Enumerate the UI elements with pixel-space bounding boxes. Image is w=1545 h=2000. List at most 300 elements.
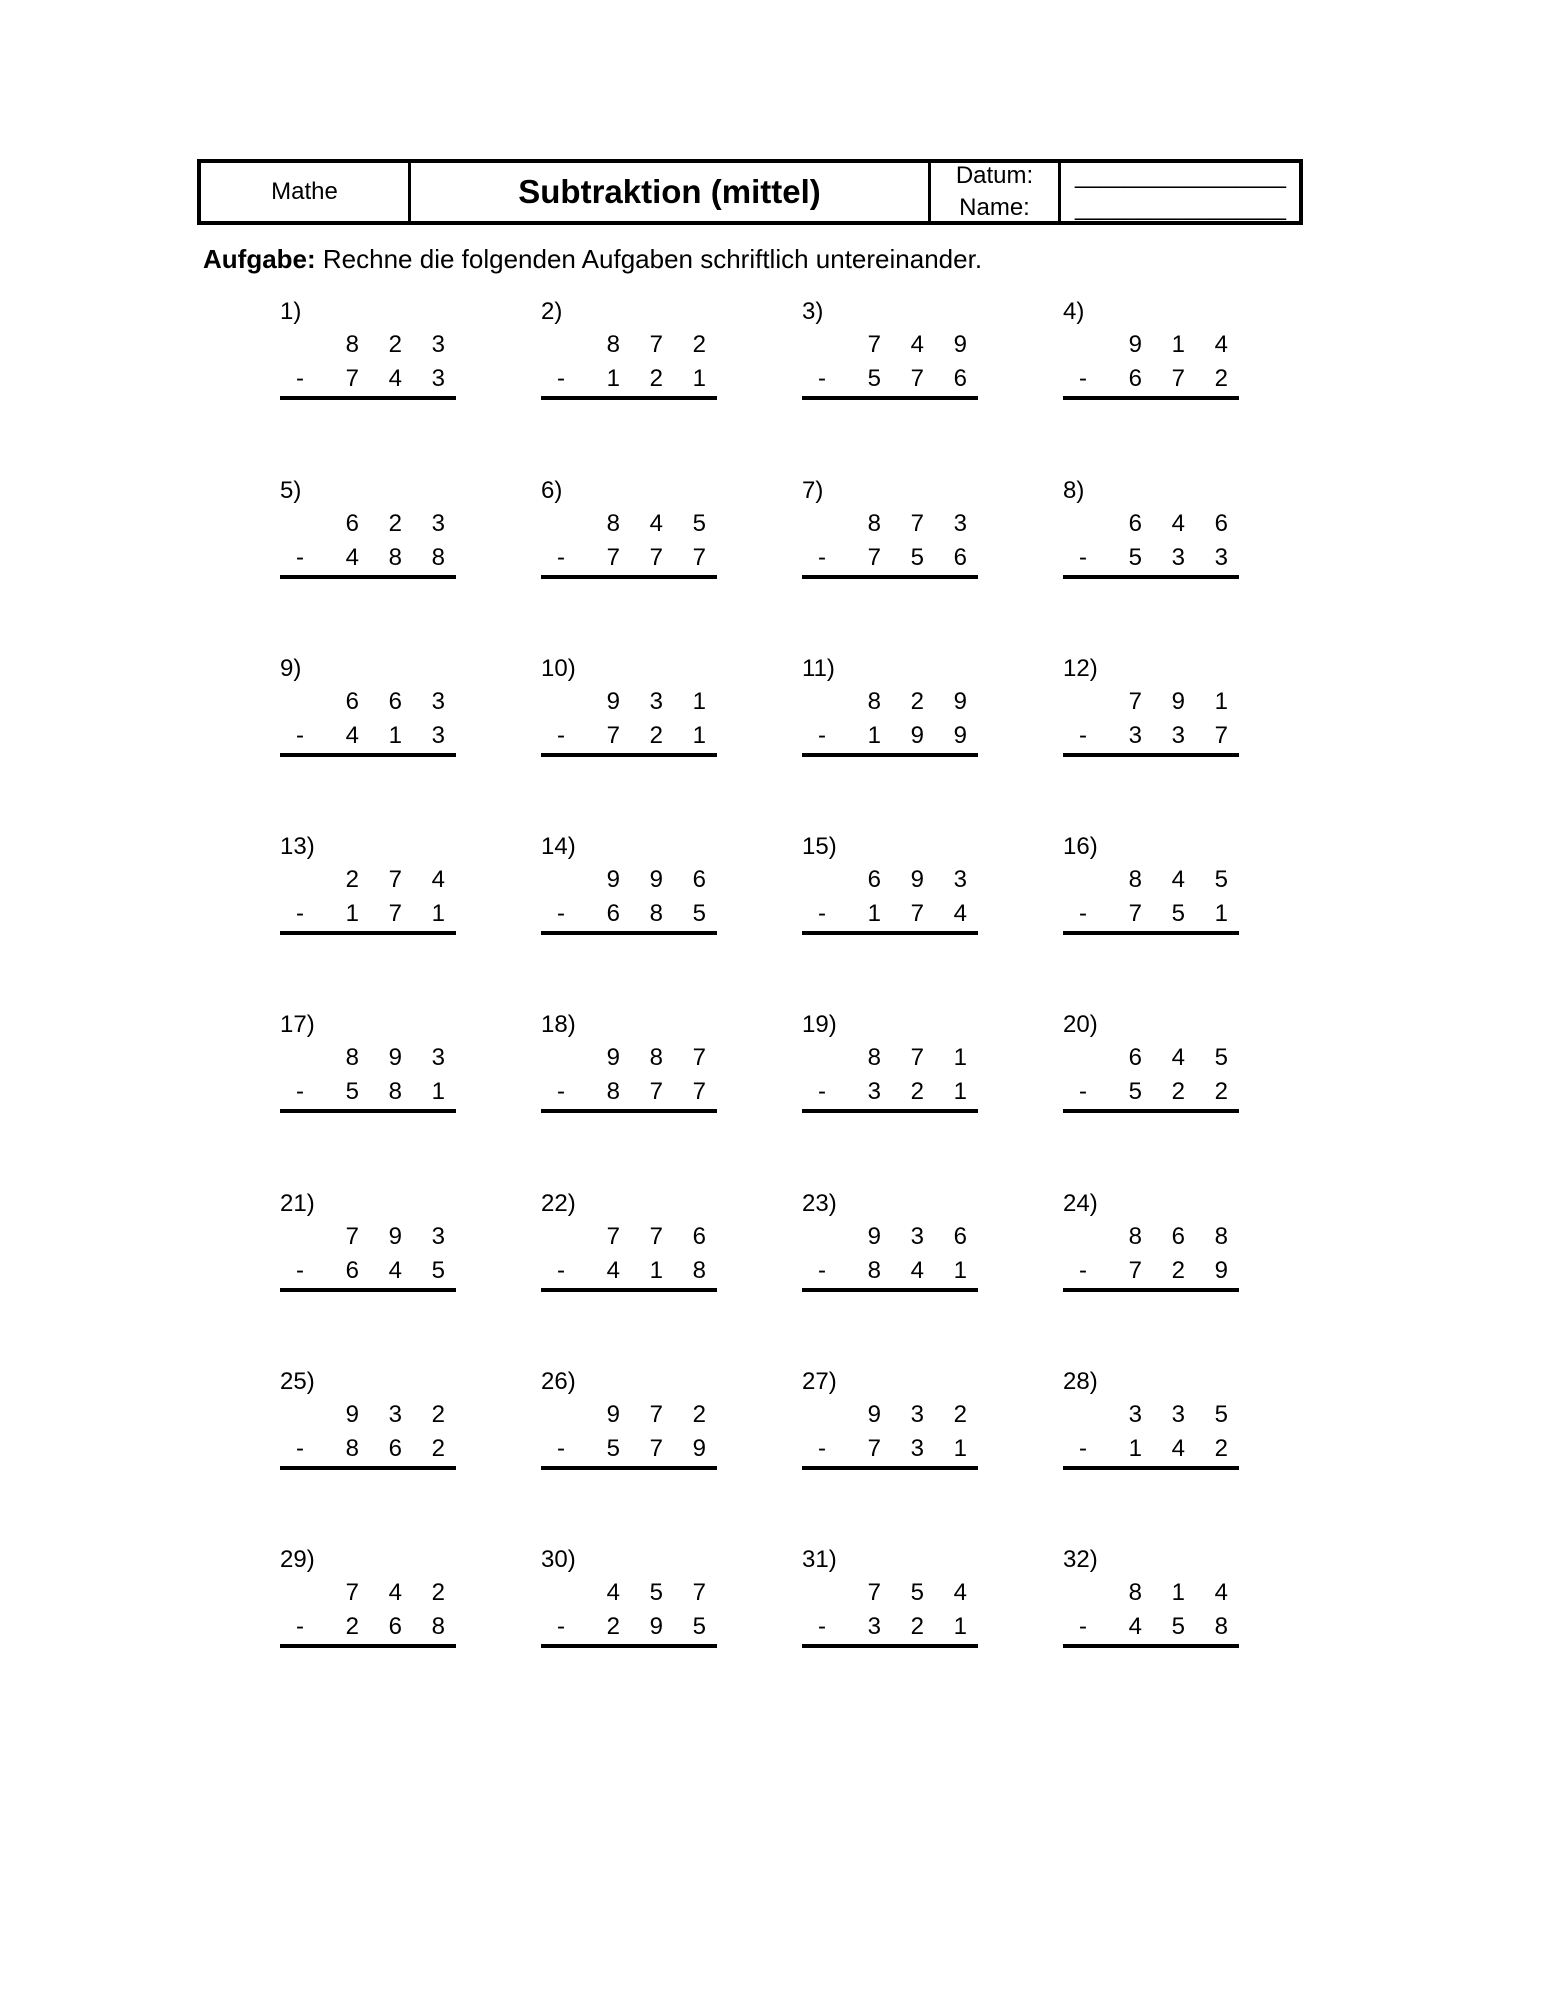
digit: 3 <box>431 688 445 715</box>
answer-line <box>802 1466 978 1470</box>
minus-sign: - <box>1079 1078 1087 1105</box>
problem-number: 12) <box>1063 655 1098 682</box>
minuend <box>316 331 445 359</box>
minus-sign: - <box>296 1613 304 1640</box>
subtrahend <box>838 544 967 572</box>
digit: 4 <box>1171 510 1185 537</box>
digit: 5 <box>1214 1401 1228 1428</box>
problem-26 <box>541 1368 717 1468</box>
digit: 1 <box>606 365 620 392</box>
minus-sign: - <box>1079 1435 1087 1462</box>
answer-line <box>280 1109 456 1113</box>
subject-cell: Mathe <box>201 163 411 221</box>
digit: 1 <box>431 900 445 927</box>
subtrahend <box>838 365 967 393</box>
digit: 6 <box>953 365 967 392</box>
subtrahend <box>838 1613 967 1641</box>
minus-sign: - <box>557 544 565 571</box>
digit: 2 <box>649 722 663 749</box>
problem-21 <box>280 1190 456 1290</box>
minus-sign: - <box>818 900 826 927</box>
digit: 3 <box>910 1223 924 1250</box>
digit: 5 <box>692 510 706 537</box>
digit: 5 <box>1128 544 1142 571</box>
digit: 1 <box>953 1613 967 1640</box>
digit: 7 <box>910 510 924 537</box>
digit: 6 <box>867 866 881 893</box>
problem-number: 31) <box>802 1546 837 1573</box>
digit: 9 <box>1128 331 1142 358</box>
digit: 5 <box>692 900 706 927</box>
subtrahend <box>1099 365 1228 393</box>
digit: 1 <box>431 1078 445 1105</box>
digit: 7 <box>1128 900 1142 927</box>
minuend <box>577 331 706 359</box>
problem-number: 23) <box>802 1190 837 1217</box>
answer-line <box>802 575 978 579</box>
digit: 6 <box>1171 1223 1185 1250</box>
minus-sign: - <box>557 1078 565 1105</box>
problem-27 <box>802 1368 978 1468</box>
digit: 8 <box>867 688 881 715</box>
answer-line <box>1063 396 1239 400</box>
digit: 1 <box>692 688 706 715</box>
digit: 3 <box>1171 544 1185 571</box>
digit: 4 <box>1171 1435 1185 1462</box>
minus-sign: - <box>1079 365 1087 392</box>
problem-number: 20) <box>1063 1011 1098 1038</box>
subtrahend <box>1099 544 1228 572</box>
digit: 4 <box>649 510 663 537</box>
digit: 4 <box>345 544 359 571</box>
problem-1 <box>280 298 456 398</box>
worksheet-header <box>197 159 1303 225</box>
name-field[interactable]: _________________ <box>1075 194 1285 221</box>
problem-number: 19) <box>802 1011 837 1038</box>
digit: 2 <box>910 1078 924 1105</box>
subtrahend <box>577 1435 706 1463</box>
digit: 5 <box>1171 1613 1185 1640</box>
problem-3 <box>802 298 978 398</box>
digit: 4 <box>910 1257 924 1284</box>
minuend <box>316 1401 445 1429</box>
digit: 9 <box>867 1401 881 1428</box>
problem-number: 32) <box>1063 1546 1098 1573</box>
subtrahend <box>577 722 706 750</box>
answer-line <box>802 396 978 400</box>
problem-number: 24) <box>1063 1190 1098 1217</box>
digit: 1 <box>692 365 706 392</box>
digit: 8 <box>649 900 663 927</box>
digit: 1 <box>649 1257 663 1284</box>
digit: 5 <box>606 1435 620 1462</box>
subtrahend <box>577 365 706 393</box>
subtrahend <box>577 900 706 928</box>
answer-line <box>541 1644 717 1648</box>
digit: 2 <box>1171 1078 1185 1105</box>
answer-line <box>280 1466 456 1470</box>
problem-16 <box>1063 833 1239 933</box>
digit: 1 <box>1171 1579 1185 1606</box>
digit: 6 <box>692 866 706 893</box>
subtrahend <box>838 1078 967 1106</box>
digit: 7 <box>345 1579 359 1606</box>
digit: 3 <box>431 1223 445 1250</box>
answer-line <box>1063 1644 1239 1648</box>
problem-number: 27) <box>802 1368 837 1395</box>
problem-number: 7) <box>802 477 824 504</box>
subtrahend <box>316 1613 445 1641</box>
subtrahend <box>577 1078 706 1106</box>
digit: 7 <box>606 1223 620 1250</box>
subtrahend <box>316 544 445 572</box>
digit: 8 <box>345 331 359 358</box>
digit: 2 <box>345 1613 359 1640</box>
subtrahend <box>316 900 445 928</box>
problem-30 <box>541 1546 717 1646</box>
problem-number: 9) <box>280 655 302 682</box>
digit: 9 <box>345 1401 359 1428</box>
digit: 4 <box>1171 866 1185 893</box>
answer-line <box>802 1109 978 1113</box>
digit: 2 <box>692 1401 706 1428</box>
digit: 7 <box>910 1044 924 1071</box>
problem-2 <box>541 298 717 398</box>
digit: 4 <box>1214 331 1228 358</box>
digit: 1 <box>1214 900 1228 927</box>
answer-line <box>280 1644 456 1648</box>
digit: 7 <box>910 900 924 927</box>
digit: 9 <box>867 1223 881 1250</box>
problem-4 <box>1063 298 1239 398</box>
digit: 6 <box>692 1223 706 1250</box>
digit: 5 <box>431 1257 445 1284</box>
digit: 8 <box>867 1044 881 1071</box>
answer-line <box>541 575 717 579</box>
problem-number: 3) <box>802 298 824 325</box>
answer-line <box>280 753 456 757</box>
digit: 9 <box>606 1044 620 1071</box>
digit: 8 <box>606 510 620 537</box>
digit: 9 <box>649 1613 663 1640</box>
digit: 8 <box>867 510 881 537</box>
minuend <box>316 688 445 716</box>
digit: 4 <box>431 866 445 893</box>
minuend <box>577 510 706 538</box>
minus-sign: - <box>818 1078 826 1105</box>
subtrahend <box>1099 1613 1228 1641</box>
minuend <box>577 1401 706 1429</box>
digit: 7 <box>606 544 620 571</box>
digit: 7 <box>345 365 359 392</box>
minus-sign: - <box>557 900 565 927</box>
digit: 3 <box>431 1044 445 1071</box>
digit: 6 <box>388 1435 402 1462</box>
digit: 3 <box>867 1613 881 1640</box>
digit: 1 <box>1214 688 1228 715</box>
digit: 5 <box>692 1613 706 1640</box>
minus-sign: - <box>1079 900 1087 927</box>
digit: 2 <box>649 365 663 392</box>
digit: 9 <box>606 866 620 893</box>
digit: 2 <box>1214 1078 1228 1105</box>
digit: 4 <box>606 1257 620 1284</box>
minus-sign: - <box>296 1078 304 1105</box>
answer-line <box>802 1644 978 1648</box>
subtrahend <box>577 544 706 572</box>
digit: 3 <box>910 1401 924 1428</box>
subtrahend <box>316 1078 445 1106</box>
minuend <box>838 688 967 716</box>
minuend <box>838 331 967 359</box>
instruction-body: Rechne die folgenden Aufgaben schriftlich untereinander. <box>315 244 983 274</box>
digit: 4 <box>388 1579 402 1606</box>
digit: 8 <box>1128 866 1142 893</box>
digit: 5 <box>910 1579 924 1606</box>
digit: 1 <box>953 1078 967 1105</box>
problem-32 <box>1063 1546 1239 1646</box>
digit: 8 <box>1128 1579 1142 1606</box>
digit: 1 <box>953 1257 967 1284</box>
answer-line <box>541 1466 717 1470</box>
digit: 2 <box>1171 1257 1185 1284</box>
minus-sign: - <box>1079 722 1087 749</box>
problem-5 <box>280 477 456 577</box>
digit: 8 <box>431 1613 445 1640</box>
digit: 3 <box>1128 1401 1142 1428</box>
minuend <box>1099 1044 1228 1072</box>
subtrahend <box>316 365 445 393</box>
minus-sign: - <box>557 722 565 749</box>
answer-line <box>541 396 717 400</box>
digit: 5 <box>867 365 881 392</box>
digit: 4 <box>388 1257 402 1284</box>
digit: 3 <box>431 510 445 537</box>
digit: 6 <box>345 688 359 715</box>
digit: 7 <box>345 1223 359 1250</box>
minuend <box>1099 1401 1228 1429</box>
subtrahend <box>577 1613 706 1641</box>
digit: 9 <box>692 1435 706 1462</box>
problem-number: 26) <box>541 1368 576 1395</box>
digit: 7 <box>692 1078 706 1105</box>
minuend <box>838 1401 967 1429</box>
problem-7 <box>802 477 978 577</box>
answer-line <box>280 1288 456 1292</box>
minus-sign: - <box>1079 544 1087 571</box>
digit: 3 <box>1171 722 1185 749</box>
date-label: Datum: <box>955 162 1034 189</box>
problem-number: 8) <box>1063 477 1085 504</box>
minuend <box>838 1579 967 1607</box>
minuend <box>577 866 706 894</box>
digit: 2 <box>953 1401 967 1428</box>
problem-number: 2) <box>541 298 563 325</box>
minuend <box>1099 331 1228 359</box>
digit: 8 <box>388 544 402 571</box>
date-field[interactable]: _________________ <box>1075 162 1285 189</box>
digit: 4 <box>1171 1044 1185 1071</box>
digit: 6 <box>1128 1044 1142 1071</box>
problem-number: 22) <box>541 1190 576 1217</box>
digit: 9 <box>606 1401 620 1428</box>
digit: 6 <box>1214 510 1228 537</box>
digit: 7 <box>649 1401 663 1428</box>
digit: 8 <box>1214 1613 1228 1640</box>
answer-line <box>802 753 978 757</box>
digit: 6 <box>388 1613 402 1640</box>
subtrahend <box>838 1435 967 1463</box>
instruction-text <box>203 244 982 275</box>
minus-sign: - <box>296 544 304 571</box>
minus-sign: - <box>818 1257 826 1284</box>
problem-11 <box>802 655 978 755</box>
answer-line <box>541 931 717 935</box>
digit: 6 <box>345 1257 359 1284</box>
digit: 7 <box>692 1044 706 1071</box>
digit: 1 <box>867 900 881 927</box>
digit: 6 <box>1128 365 1142 392</box>
subtrahend <box>1099 722 1228 750</box>
problem-number: 17) <box>280 1011 315 1038</box>
subtrahend <box>1099 1257 1228 1285</box>
minus-sign: - <box>557 365 565 392</box>
minus-sign: - <box>818 365 826 392</box>
digit: 3 <box>388 1401 402 1428</box>
digit: 9 <box>606 688 620 715</box>
digit: 3 <box>431 722 445 749</box>
subtrahend <box>838 722 967 750</box>
digit: 8 <box>606 1078 620 1105</box>
digit: 6 <box>606 900 620 927</box>
subtrahend <box>577 1257 706 1285</box>
problem-29 <box>280 1546 456 1646</box>
digit: 2 <box>431 1435 445 1462</box>
minuend <box>577 1579 706 1607</box>
digit: 7 <box>1171 365 1185 392</box>
problem-9 <box>280 655 456 755</box>
digit: 2 <box>692 331 706 358</box>
problem-number: 30) <box>541 1546 576 1573</box>
digit: 2 <box>345 866 359 893</box>
digit: 4 <box>345 722 359 749</box>
problem-17 <box>280 1011 456 1111</box>
digit: 5 <box>1214 866 1228 893</box>
minuend <box>838 1044 967 1072</box>
problem-number: 10) <box>541 655 576 682</box>
minus-sign: - <box>557 1613 565 1640</box>
digit: 3 <box>431 331 445 358</box>
worksheet-title: Subtraktion (mittel) <box>411 163 931 221</box>
answer-line <box>1063 1466 1239 1470</box>
digit: 8 <box>388 1078 402 1105</box>
minus-sign: - <box>296 1435 304 1462</box>
problem-31 <box>802 1546 978 1646</box>
digit: 9 <box>910 722 924 749</box>
digit: 5 <box>1128 1078 1142 1105</box>
minus-sign: - <box>296 1257 304 1284</box>
problem-number: 21) <box>280 1190 315 1217</box>
digit: 3 <box>649 688 663 715</box>
digit: 9 <box>953 688 967 715</box>
problem-12 <box>1063 655 1239 755</box>
answer-line <box>541 753 717 757</box>
digit: 4 <box>388 365 402 392</box>
digit: 1 <box>345 900 359 927</box>
digit: 1 <box>388 722 402 749</box>
problem-15 <box>802 833 978 933</box>
digit: 7 <box>649 331 663 358</box>
digit: 6 <box>953 1223 967 1250</box>
problem-24 <box>1063 1190 1239 1290</box>
digit: 1 <box>692 722 706 749</box>
digit: 1 <box>953 1044 967 1071</box>
minuend <box>1099 866 1228 894</box>
subtrahend <box>838 1257 967 1285</box>
subtrahend <box>1099 1078 1228 1106</box>
digit: 3 <box>431 365 445 392</box>
digit: 7 <box>867 544 881 571</box>
digit: 7 <box>649 544 663 571</box>
minuend <box>838 866 967 894</box>
digit: 6 <box>388 688 402 715</box>
minuend <box>1099 1579 1228 1607</box>
digit: 4 <box>910 331 924 358</box>
subtrahend <box>316 1435 445 1463</box>
digit: 3 <box>1128 722 1142 749</box>
digit: 2 <box>1214 1435 1228 1462</box>
digit: 8 <box>867 1257 881 1284</box>
digit: 6 <box>345 510 359 537</box>
minuend <box>1099 1223 1228 1251</box>
digit: 4 <box>606 1579 620 1606</box>
problem-number: 14) <box>541 833 576 860</box>
problem-28 <box>1063 1368 1239 1468</box>
digit: 1 <box>953 1435 967 1462</box>
digit: 2 <box>910 1613 924 1640</box>
digit: 8 <box>606 331 620 358</box>
digit: 8 <box>1214 1223 1228 1250</box>
minuend <box>838 1223 967 1251</box>
digit: 3 <box>910 1435 924 1462</box>
problem-number: 18) <box>541 1011 576 1038</box>
digit: 3 <box>953 510 967 537</box>
digit: 8 <box>649 1044 663 1071</box>
digit: 2 <box>1214 365 1228 392</box>
answer-line <box>1063 753 1239 757</box>
digit: 2 <box>431 1579 445 1606</box>
digit: 7 <box>867 1579 881 1606</box>
problem-number: 5) <box>280 477 302 504</box>
digit: 7 <box>1128 1257 1142 1284</box>
digit: 8 <box>1128 1223 1142 1250</box>
minuend <box>577 1044 706 1072</box>
digit: 1 <box>867 722 881 749</box>
digit: 5 <box>1214 1044 1228 1071</box>
subtrahend <box>316 722 445 750</box>
problem-25 <box>280 1368 456 1468</box>
answer-line <box>1063 575 1239 579</box>
digit: 1 <box>1171 331 1185 358</box>
minuend <box>316 510 445 538</box>
problem-19 <box>802 1011 978 1111</box>
digit: 7 <box>649 1435 663 1462</box>
answer-line <box>1063 1109 1239 1113</box>
minuend <box>316 1223 445 1251</box>
problem-number: 25) <box>280 1368 315 1395</box>
digit: 9 <box>1171 688 1185 715</box>
minus-sign: - <box>818 544 826 571</box>
